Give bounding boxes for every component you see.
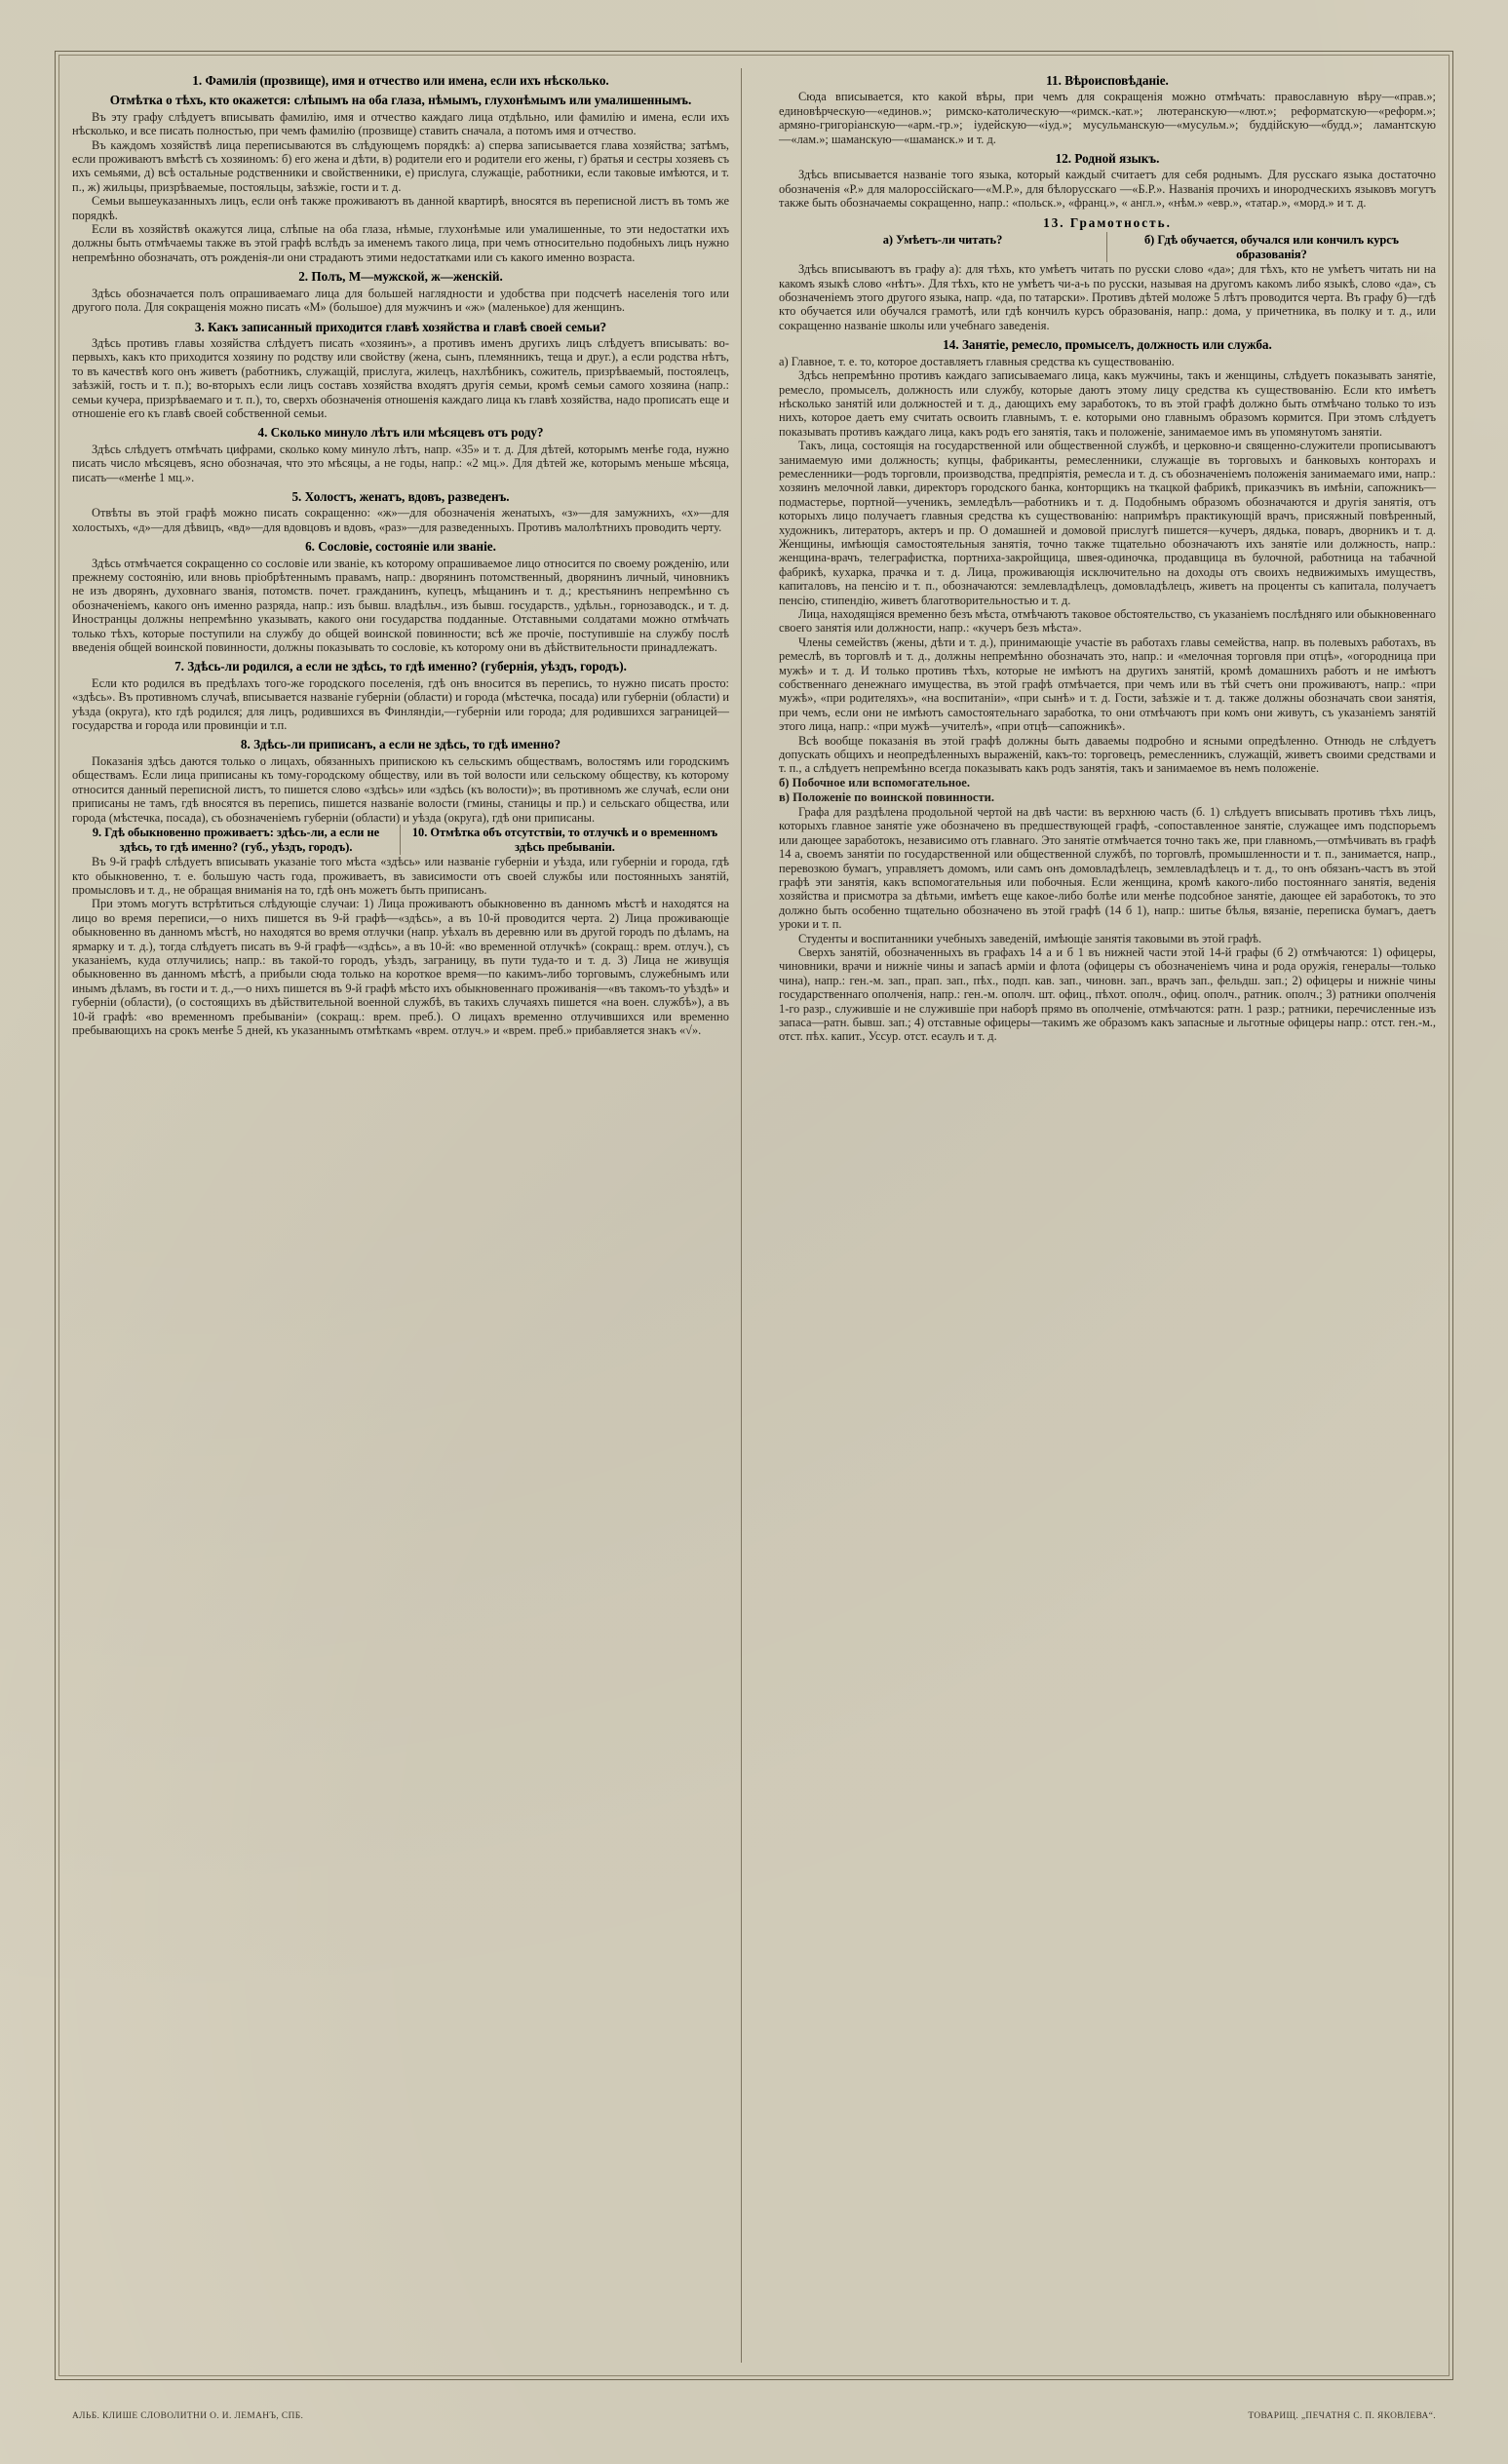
sections-9-10-titles [72, 825, 729, 855]
section-7-title: 7. Здѣсь-ли родился, а если не здѣсь, то гдѣ именно? (губернія, уѣздъ, городъ). [174, 659, 627, 674]
section-2-title: 2. Полъ, М—мужской, ж—женскій. [298, 269, 503, 285]
section-6-title: 6. Сословіе, состояніе или званіе. [305, 539, 496, 555]
paragraph: Всѣ вообще показанія въ этой графѣ должны быть даваемы подробно и ясными опредѣленно. Отнюдь не слѣдуетъ допускать общихъ и неопредѣленныхъ выраженій, какъ-то: торговецъ, ремесленникъ, служащій, живетъ своими средствами и т. п., а слѣдуетъ непремѣнно всегда показывать какъ родъ занятія, такъ и занимаемое въ немъ положеніе. [779, 733, 1436, 776]
paragraph: Отвѣты въ этой графѣ можно писать сокращенно: «ж»—для обозначенія женатыхъ, «з»—для замужнихъ, «х»—для холостыхъ, «д»—для дѣвицъ, «вд»—для вдовцовъ и вдовъ, «раз»—для разведенныхъ. Противъ малолѣтнихъ проводить черту. [72, 506, 729, 534]
paragraph: Графа для раздѣлена продольной чертой на двѣ части: въ верхнюю часть (б. 1) слѣдуетъ вписывать противъ тѣхъ лицъ, которыхъ главное занятіе уже обозначено въ предшествующей графѣ, -сопоставленное занятіе, служащее имъ подспорьемъ или дающее заработокъ, независимо отъ главнаго. Это занятіе отмѣчается точно такъ же, при главномъ,—отмѣчивать въ графѣ 14 а, своемъ занятіи по государственной или общественной службѣ, по торговлѣ, промышленности и т. п., занимается, напр., перевозкою бумагъ, управляетъ домомъ, или самъ онъ домовладѣлецъ, землевладѣлецъ и т. д., то онъ обязанъ-частъ въ этой графѣ эти занятія, какъ вспомогательныя или побочныя. Если женщина, кромѣ какого-либо постояннаго занятія, веденія хозяйства и присмотра за дѣтьми, имѣетъ еще какое-либо болѣе или менѣе подсобное занятіе, дающее ей заработокъ, то это должно быть особенно тщательно обозначено въ этой графѣ (14 б 1), напр.: шитье бѣлья, вязаніе, переписка бумагъ, даетъ уроки и т. п. [779, 804, 1436, 932]
section-12-title: 12. Родной языкъ. [1055, 151, 1160, 167]
section-8-title: 8. Здѣсь-ли приписанъ, а если не здѣсь, то гдѣ именно? [240, 737, 561, 752]
section-9-title: 9. Гдѣ обыкновенно проживаетъ: здѣсь-ли, а если не здѣсь, то гдѣ именно? (губ., уѣздъ, городъ). [72, 825, 401, 855]
section-14a-title: а) Главное, т. е. то, которое доставляетъ главныя средства къ существованію. [779, 354, 1175, 368]
paragraph: Если кто родился въ предѣлахъ того-же городского поселенія, гдѣ онъ вносится въ перепись, то нужно писать просто: «здѣсь». Въ противномъ случаѣ, вписывается названіе губерніи (области) и города (мѣстечка, посада) или губерніи (области) и уѣзда (округа), кто гдѣ родился; для лицъ, родившихся въ Финляндіи,—губерніи или города; для родившихся заграницей—государства и города или провинціи и т.п. [72, 675, 729, 733]
paragraph: Въ эту графу слѣдуетъ вписывать фамилію, имя и отчество каждаго лица отдѣльно, или фамилію и имена, если ихъ нѣсколько, и все писать полностью, при чемъ фамилію (прозвище) ставить сначала, а потомъ имя и отчество. [72, 109, 729, 138]
section-11-title: 11. Вѣроисповѣданіе. [1046, 73, 1169, 88]
paragraph: Здѣсь непремѣнно противъ каждаго записываемаго лица, какъ мужчины, такъ и женщины, слѣдуетъ показывать занятіе, ремесло, промыселъ, должность или службу, которые даютъ этому лицу средства къ существованію. Если кто имѣетъ нѣсколько занятій или должностей и т. д., дающихъ ему заработокъ, то въ этой графѣ должно быть отмѣчано только то изъ нихъ, которое даетъ ему считать освоить главнымъ, т. е. которыми оно главнымъ образомъ кормится. При этомъ слѣдуетъ показывать противъ каждаго лица, какъ родъ его занятія, такъ и положеніе, занимаемое имъ въ упомянутомъ занятіи. [779, 368, 1436, 439]
page-footer [72, 2411, 1436, 2421]
section-14b2-title: в) Положеніе по воинской повинности. [779, 789, 995, 804]
paragraph: Такъ, лица, состоящія на государственной или общественной службѣ, и церковно-и священно-служители прописываютъ занимаемую ими должность; купцы, фабриканты, ремесленники, служащіе въ торговыхъ и банковыхъ конторахъ и ремесленники—родъ торговли, производства, предпріятія, ремесла и т. д. съ обозначеніемъ положенія занимаемаго ими, напр.: хозяинъ мелочной лавки, директоръ городского банка, конторщикъ на ткацкой фабрикѣ, приказчикъ въ имѣніи, сапожникъ—подмастерье, портной—ученикъ, земледѣлъ—работникъ и т. д. Подобнымъ образомъ обозначаются и другія занятія, отъ которыхъ лицо получаетъ главныя средства къ существованію: напримѣръ практикующій врачъ, присяжный повѣренный, художникъ, литераторъ, актеръ и пр. О домашней и домовой прислугѣ пишется—кучеръ, дядька, поваръ, дворникъ и т. д. Женщины, имѣющія самостоятельныя занятія, точно также тщательно обозначаютъ ихъ занятіе или должность, напр.: женщина-врачъ, телеграфистка, портниха-закройщица, швея-одиночка, продавщица въ булочной, работница на табачной фабрикѣ, кухарка, прачка и т. д. Лица, проживающія исключительно на доходы отъ своихъ недвижимыхъ имуществъ, капиталовъ, на пенсію и т. п., обозначаются: землевладѣлецъ, домовладѣлецъ, живетъ на проценты съ капитала, получаетъ пенсію, стипендію, живетъ благотворительностью и т. д. [779, 439, 1436, 607]
section-14-title: 14. Занятіе, ремесло, промыселъ, должность или служба. [943, 337, 1272, 353]
footer-left-credit: АЛЬБ. КЛИШЕ СЛОВОЛИТНИ О. И. ЛЕМАНЪ, СПБ. [72, 2411, 304, 2421]
left-column [72, 68, 742, 2363]
paragraph: Здѣсь обозначается полъ опрашиваемаго лица для большей наглядности и удобства при подсчетѣ населенія того или другого пола. Для сокращенія можно писать «М» (большое) для мужчинъ и «ж» (маленькое) для женщинъ. [72, 286, 729, 315]
section-13a-title: а) Умѣетъ-ли читать? [779, 232, 1107, 262]
section-13-title: 13. Грамотность. [1043, 214, 1172, 230]
paragraph: Сюда вписывается, кто какой вѣры, при чемъ для сокращенія можно отмѣчать: православную вѣру—«прав.»; единовѣрческую—«единов.»; римско-католическую—«римск.-кат.»; лютеранскую—«лют.»; реформатскую—«реформ.»; армяно-григоріанскую—«арм.-гр.»; іудейскую—«іуд.»; мусульманскую—«мусульм.»; буддійскую—«будд.»; ламантскую—«лам.»; шаманскую—«шаманск.» и т. д. [779, 90, 1436, 146]
paragraph: Здѣсь вписывается названіе того языка, который каждый считаетъ для себя роднымъ. Для русскаго языка достаточно обозначенія «Р.» для малороссійскаго—«М.Р.», для бѣлорусскаго —«Б.Р.». Названія прочихъ и инородческихъ языковъ могутъ также быть обозначаемы сокращенно, напр.: «польск.», «франц.», « англ.», «нѣм.» «евр.», «татар.», «морд.» и т. д. [779, 168, 1436, 211]
paragraph: Здѣсь отмѣчается сокращенно со сословіе или званіе, къ которому опрашиваемое лицо относится по своему рожденію, или прежнему состоянію, или вновь пріобрѣтеннымъ правамъ, напр.: дворянинъ потомственный, дворянинъ личный, чиновникъ не изъ дворянъ, духовнаго званія, потомств. почет. гражданинъ, купецъ, мѣщанинъ и т. д.; крестьянинъ непремѣнно съ обозначеніемъ, какого онъ именно разряда, напр.: изъ бывш. владѣльч., изъ бывш. государств., удѣльн., горнозаводск., и т. д. Иностранцы должны непремѣнно указывать, какого они государства подданные. Отставными солдатами можно отмѣчать только тѣхъ, которые поступили на службу до общей воинской повинности; всѣ же прочіе, поступившіе на службу послѣ введенія общей воинской повинности, должны показывать то сословіе, къ которому они въ дѣйствительности принадлежатъ. [72, 556, 729, 655]
section-3-title: 3. Какъ записанный приходится главѣ хозяйства и главѣ своей семьи? [194, 319, 607, 334]
paragraph: Показанія здѣсь даются только о лицахъ, обязанныхъ припискою къ сельскимъ обществамъ, волостямъ или городскимъ обществамъ. Если лица приписаны къ тому-городскому обществу, или въ той волости или сельскому обществу, къ которому относится данный переписной листъ, то пишется слово «здѣсь» или «здѣсь (къ волости)»; въ противномъ же случаѣ, если они приписаны не тамъ, гдѣ вносятся въ перепись, пишется названіе волости (гмины, станицы и пр.) и сельскаго общества, или города (мѣстечка, посада), съ обозначеніемъ губерніи (области) и уѣзда (округа), гдѣ они приписаны. [72, 753, 729, 825]
paragraph: Студенты и воспитанники учебныхъ заведеній, имѣющіе занятія таковыми въ этой графѣ. [798, 931, 1262, 945]
paragraph: Здѣсь вписываютъ въ графу а): для тѣхъ, кто умѣетъ читать по русски слово «да»; для тѣхъ, кто не умѣетъ читать ни на какомъ языкѣ слово «нѣтъ». Для тѣхъ, кто не умѣетъ чи-а-ь по русски, называя на другомъ какомъ либо языкѣ, слово «да», съ обозначеніемъ этого другого языка, напр. «да, по татарски». Противъ дѣтей моложе 5 лѣтъ проводится черта. Въ графу б)—гдѣ кто обучается или обучался грамотѣ, или гдѣ кончилъ курсъ образованія, напр.: дома, у причетника, въ полку и т. д., или сокращенно названіе школы или учебнаго заведенія. [779, 262, 1436, 332]
right-column [767, 68, 1436, 2363]
paragraph: Лица, находящіяся временно безъ мѣста, отмѣчаютъ таковое обстоятельство, съ указаніемъ послѣдняго или обыкновеннаго своего занятія или должности, напр.: «кучеръ безъ мѣста». [779, 607, 1436, 635]
footer-right-credit: ТОВАРИЩ. „ПЕЧАТНЯ С. П. ЯКОВЛЕВА“. [1248, 2411, 1436, 2421]
paragraph: Здѣсь слѣдуетъ отмѣчать цифрами, сколько кому минуло лѣтъ, напр. «35» и т. д. Для дѣтей, которымъ менѣе года, нужно писать число мѣсяцевъ, ясно обозначая, что это мѣсяцы, а не годы, напр.: «2 мц.». Для дѣтей же, которымъ меньше мѣсяца, писать—«менѣе 1 мц.». [72, 442, 729, 484]
section-1-subtitle: Отмѣтка о тѣхъ, кто окажется: слѣпымъ на оба глаза, нѣмымъ, глухонѣмымъ или умалишеннымъ. [109, 93, 692, 108]
section-14b1-title: б) Побочное или вспомогательное. [779, 775, 971, 789]
paragraph: Сверхъ занятій, обозначенныхъ въ графахъ 14 а и б 1 въ нижней части этой 14-й графы (б 2) отмѣчаются: 1) офицеры, чиновники, врачи и нижніе чины и запасѣ арміи и флота (офицеры съ обозначеніемъ чина и рода оружія, генералы—только чина), напр.: ген.-м. зап., прап. зап., пѣх., подп. кав. зап., чиновн. зап., врачъ зап., фельдш. зап.; 2) офицеры и нижніе чины государственнаго ополченія, напр.: ген.-м. ополч. шт. офиц., пѣхот. ополч., офиц. ополч., ратник. ополч.; 3) ратники ополченія 1-го разр., служившіе и не служившіе при наборѣ прямо въ ополченіе, отмѣчаются: ратн. 1 разр.; ратники, перечисленные изъ запаса—ратн. бывш. зап.; 4) отставные офицеры—такимъ же образомъ какъ запасные и льготные офицеры напр.: отст. ген.-м., отст. пѣх. капит., Уссур. отст. есаулъ и т. д. [779, 944, 1436, 1044]
paragraph: Въ каждомъ хозяйствѣ лица переписываются въ слѣдующемъ порядкѣ: а) сперва записывается глава хозяйства; затѣмъ, если проживаютъ вмѣстѣ съ хозяиномъ: б) его жена и дѣти, в) родители его и родители его жены, г) братья и сестры хозяевъ съ ихъ семьями, д) всѣ остальные родственники и свойственники, е) прислуга, служащіе, работники, если таковые имѣются, и т. п., ж) жильцы, призрѣваемые, постояльцы, заѣзжіе, гости и т. д. [72, 137, 729, 194]
two-column-body [72, 68, 1436, 2363]
paragraph: Члены семействъ (жены, дѣти и т. д.), принимающіе участіе въ работахъ главы семейства, напр. въ полевыхъ работахъ, въ ремеслѣ, въ торговлѣ и т. д., должны непремѣнно обозначать это, напр.: и «мелочная торговля при отцѣ», «огородница при мужѣ» и т. д. И только противъ тѣхъ, которые не имѣютъ на другихъ занятій, кромѣ домашнихъ работъ и не имѣютъ собственнаго денежнаго имущества, въ этой графѣ отмѣчается, при чемъ или въ тѣй счетъ они проживаютъ, напр.: «при мужѣ», «при родителяхъ», «на воспитаніи», «при сынѣ» и т. д. Гости, заѣзжіе и т. д. также должны обозначать свои занятія, при чемъ, если они не имѣютъ самостоятельнаго заработка, то они отмѣчаютъ при комъ они живутъ, съ указаніемъ занятій этого лица, напр.: «при мужѣ—учителѣ», «при отцѣ—сапожникѣ». [779, 635, 1436, 734]
section-4-title: 4. Сколько минуло лѣтъ или мѣсяцевъ отъ роду? [257, 425, 544, 441]
section-5-title: 5. Холостъ, женатъ, вдовъ, разведенъ. [291, 488, 510, 504]
section-13-subquestions [779, 232, 1436, 262]
section-10-title: 10. Отмѣтка объ отсутствіи, то отлучкѣ и о временномъ здѣсь пребываніи. [411, 825, 718, 854]
paragraph: При этомъ могутъ встрѣтиться слѣдующіе случаи: 1) Лица проживаютъ обыкновенно въ данномъ мѣстѣ и находятся на лицо во время переписи,—о нихъ пишется въ 9-й графѣ—«здѣсь», а въ 10-й проводится черта. 2) Лица проживающіе обыкновенно въ данномъ мѣстѣ, но находятся во время отлучки (напр. уѣхалъ въ деревню или въ другой городъ по дѣламъ, на ярмарку и т. д.), тогда слѣдуетъ писать въ 9-й графѣ—«здѣсь», а въ 10-й: «во временной отлучкѣ» (сокращ.: врем. отлуч.), съ указаніемъ, куда отлучились; напр.: въ такой-то городъ, уѣздъ, заграницу, въ пути туда-то и т. д. 3) Лица не живущія обыкновенно въ данномъ мѣстѣ, а прибыли сюда только на короткое время—по какимъ-либо торговымъ, служебнымъ или инымъ дѣламъ, въ гости и т. д.,—о нихъ пишется въ 9-й графѣ мѣсто ихъ обыкновеннаго проживанія—«въ такомъ-то уѣздѣ» и губерніи (области), (о состоящихъ въ дѣйствительной военной службѣ, въ такихъ случаяхъ пишется «на воен. службѣ»), а въ 10-й графѣ: «во временномъ пребываніи» (сокращ.: врем. преб.). О лицахъ временно отлучившихся или временно пребывающихъ на срокъ менѣе 5 дней, къ указаннымъ отмѣткамъ «врем. отлуч.» и «врем. преб.» прибавляется знакъ «√». [72, 897, 729, 1037]
paragraph: Семьи вышеуказанныхъ лицъ, если онѣ также проживаютъ въ данной квартирѣ, вносятся въ переписной листъ въ томъ же порядкѣ. [72, 194, 729, 222]
section-1-title: 1. Фамилія (прозвище), имя и отчество или имена, если ихъ нѣсколько. [192, 73, 609, 88]
paragraph: Въ 9-й графѣ слѣдуетъ вписывать указаніе того мѣста «здѣсь» или названіе губерніи и уѣзда, или губерніи и города, гдѣ кто обыкновенно, т. е. большую часть года, проживаетъ, въ зависимости отъ своей службы или постоянныхъ занятій, промысловъ и т. д., не обращая вниманія на то, гдѣ онъ можетъ быть приписанъ. [72, 855, 729, 897]
paragraph: Здѣсь противъ главы хозяйства слѣдуетъ писать «хозяинъ», а противъ именъ другихъ лицъ слѣдуетъ вписывать: во-первыхъ, какъ кто приходится хозяину по родству или свойству (жена, сынъ, племянникъ, теща и друг.), а если родства нѣтъ, то въ качествѣ кого онъ живетъ (работникъ, служащій, прислуга, жилецъ, нахлѣбникъ, сожитель, призрѣваемый, постоялецъ, заѣзжій, гость и т. п.); во-вторыхъ если лицъ составъ хозяйства входятъ другія семьи, кромѣ семьи самого хозяина (напр.: семьи кучера, призрѣваемаго и т. п.), то, сверхъ обозначенія отношенія каждаго лица къ главѣ хозяйства, надо прописать еще и отношеніе его къ главѣ своей собственной семьи. [72, 335, 729, 420]
paragraph: Если въ хозяйствѣ окажутся лица, слѣпые на оба глаза, нѣмые, глухонѣмые или умалишенные, то эти недостатки ихъ должны быть отмѣчаемы также въ этой графѣ вслѣдъ за именемъ такого лица, при чемъ относительно подобныхъ лицъ нужно непремѣнно обозначать, отъ рожденія-ли они страдаютъ этими недостатками или съ какого именно возраста. [72, 222, 729, 264]
section-13b-title: б) Гдѣ обучается, обучался или кончилъ курсъ образованія? [1143, 233, 1400, 261]
